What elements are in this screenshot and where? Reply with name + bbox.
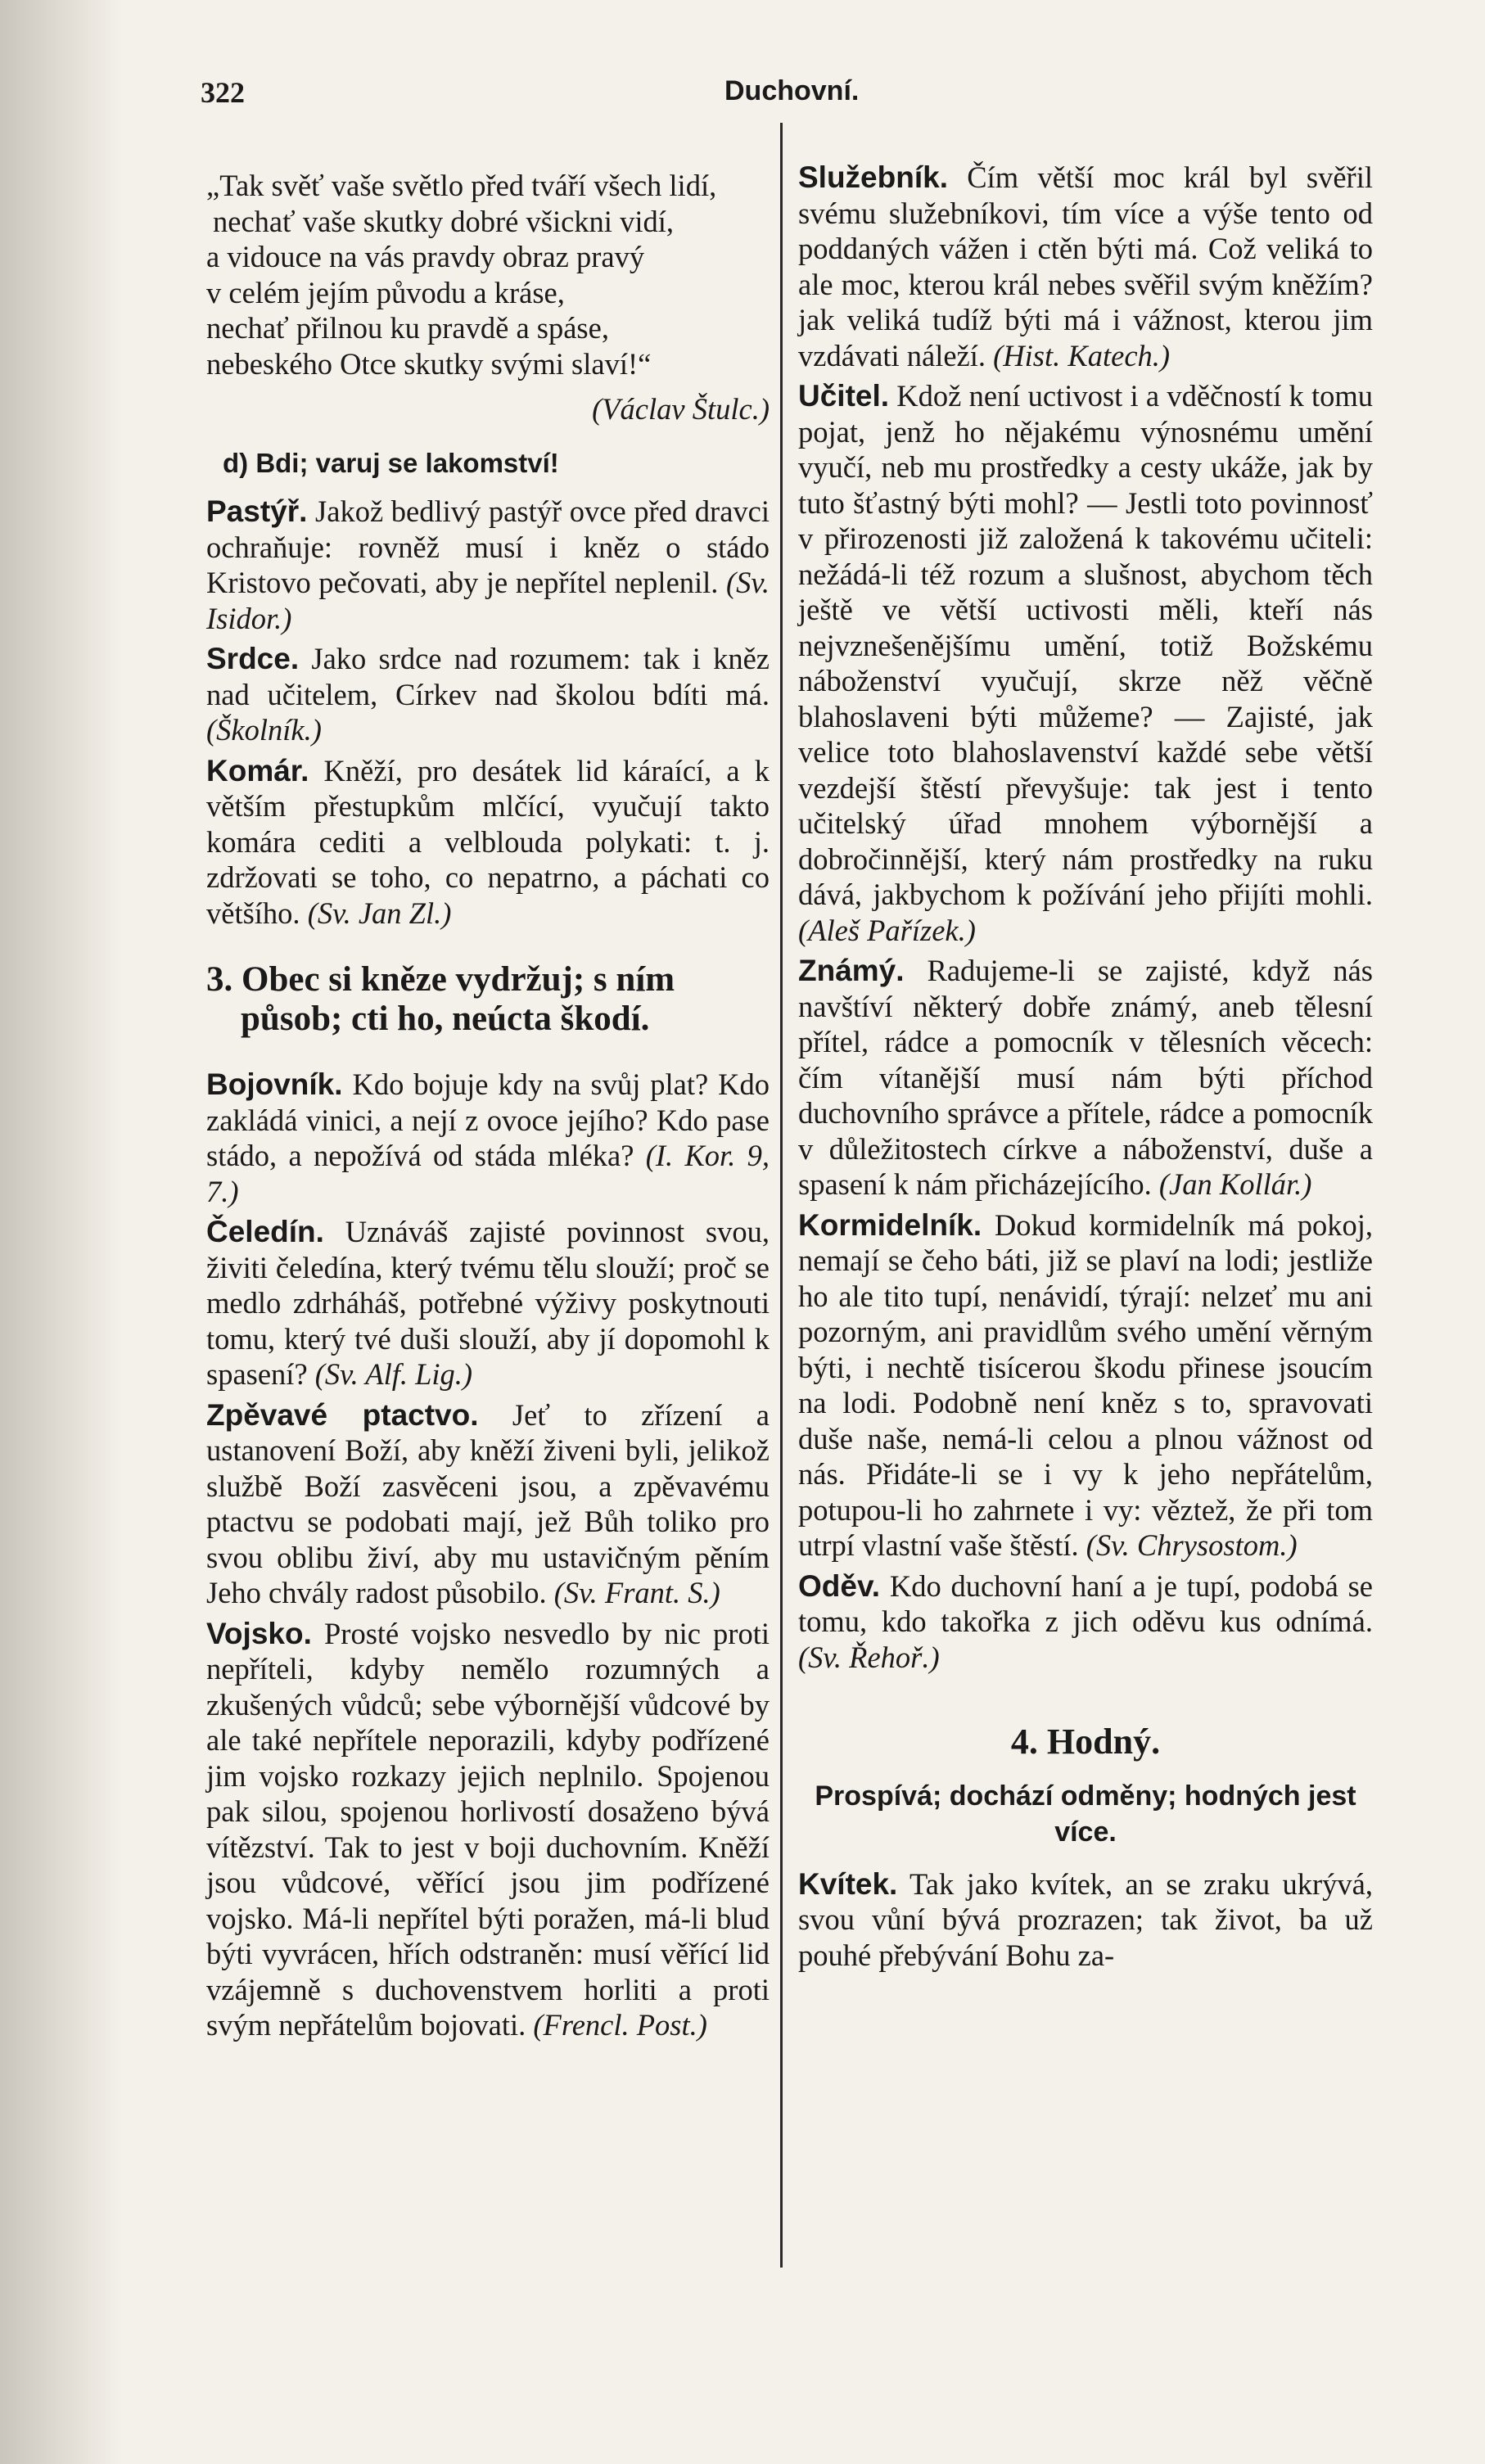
entry-source: (Sv. Frant. S.)	[553, 1576, 720, 1609]
entry	[798, 1866, 1373, 1974]
poem-line: nebeského Otce skutky svými slaví!“	[206, 346, 652, 381]
entry	[798, 1568, 1373, 1676]
running-head: Duchovní.	[724, 75, 860, 106]
subsection-heading-d: d) Bdi; varuj se lakomství!	[223, 447, 559, 478]
entry-text: Kdo duchovní haní a je tupí, podobá se tomu, kdo takořka z jich oděvu kus odnímá.	[798, 1568, 1373, 1638]
entry-source: (Frencl. Post.)	[533, 2008, 707, 2042]
entry-source: (Sv. Isidor.)	[206, 566, 770, 635]
poem-author: (Václav Štulc.)	[592, 392, 770, 426]
section-heading-line: 3. Obec si kněze vydržuj; s ním	[206, 960, 675, 999]
entry-list-3	[798, 160, 1373, 1675]
left-column	[206, 160, 770, 2048]
column-divider	[780, 123, 783, 2268]
entry-keyword: Čeledín.	[206, 1215, 324, 1248]
section-heading-3	[206, 960, 770, 1039]
entry-source: (Sv. Jan Zl.)	[307, 896, 452, 930]
entry-text: Uznáváš zajisté povinnost svou, živiti čeledína, který tvému tělu slouží; proč se medlo zdrháháš, potřebné výživy poskytnouti tomu, který tvé duši slouží, aby jí dopomohl k spasení?	[206, 1215, 770, 1391]
poem-line: nechať přilnou ku pravdě a spáse,	[206, 311, 609, 345]
poem-line: nechať vaše skutky dobré všickni vidí,	[213, 204, 674, 238]
entry	[206, 1616, 770, 2043]
page-number: 322	[201, 76, 245, 109]
entry	[798, 378, 1373, 948]
entry-list-1	[206, 494, 770, 931]
poem-line: a vidouce na vás pravdy obraz pravý	[206, 240, 645, 273]
entry	[206, 494, 770, 636]
entry-text: Jako srdce nad rozumem: tak i kněz nad učitelem, Církev nad školou bdíti má.	[206, 642, 770, 711]
entry-list-4	[798, 1866, 1373, 1974]
entry-keyword: Kormidelník.	[798, 1207, 982, 1242]
entry-source: (Jan Kollár.)	[1158, 1167, 1312, 1201]
entry-source: (Sv. Alf. Lig.)	[314, 1357, 473, 1391]
entry-source: (Sv. Chrysostom.)	[1086, 1528, 1298, 1562]
entry	[206, 753, 770, 932]
entry-source: (Aleš Pařízek.)	[798, 913, 976, 947]
entry	[206, 1397, 770, 1611]
entry-keyword: Bojovník.	[206, 1067, 343, 1101]
entry-list-2	[206, 1067, 770, 2043]
page-header	[201, 75, 1347, 116]
entry-keyword: Kvítek.	[798, 1866, 898, 1901]
entry-keyword: Vojsko.	[206, 1616, 312, 1650]
right-column	[798, 160, 1373, 1978]
entry-source: (I. Kor. 9, 7.)	[206, 1139, 770, 1208]
entry-keyword: Srdce.	[206, 642, 300, 675]
entry	[798, 160, 1373, 373]
entry-text: Čím větší moc král byl svěřil svému služebníkovi, tím více a výše tento od poddaných vážen i ctěn býti má. Což veliká to ale moc, kterou král nebes svěřil svým kněžím? jak veliká tudíž býti má i vážnost, kterou jim vzdávati náleží.	[798, 160, 1373, 372]
entry-text: Kdo bojuje kdy na svůj plat? Kdo zakládá vinici, a nejí z ovoce jejího? Kdo pase stádo, a nepožívá od stáda mléka?	[206, 1067, 770, 1172]
poem-line: „Tak svěť vaše světlo před tváří všech lidí,	[206, 169, 717, 202]
entry	[798, 1207, 1373, 1564]
entry-source: (Hist. Katech.)	[993, 338, 1171, 372]
entry	[206, 641, 770, 748]
entry-keyword: Oděv.	[798, 1568, 881, 1603]
entry-keyword: Komár.	[206, 753, 309, 787]
entry-text: Jeť to zřízení a ustanovení Boží, aby kněží živeni byli, jelikož službě Boží zasvěceni jsou, a zpěvavému ptactvu se podobati mají, jež Bůh toliko pro svou oblibu živí, aby mu ustavičným pěním Jeho chvály radost působilo.	[206, 1397, 770, 1609]
entry-keyword: Pastýř.	[206, 494, 308, 528]
entry-text: Jakož bedlivý pastýř ovce před dravci ochraňuje: rovněž musí i kněz o stádo Kristovo pečovati, aby je nepřítel neplenil.	[206, 494, 770, 599]
entry-text: Dokud kormidelník má pokoj, nemají se čeho báti, již se plaví na lodi; jestliže ho ale tito tupí, nenávidí, týrají: nelzeť mu ani pozorným, ani pravidlům svého umění věrným býti, i nechtě tisícerou škodu přinese jsoucím na lodi. Podobně není kněz s to, spravovati duše naše, nemá-li celou a plnou vážnost od nás. Přidáte-li se i vy k jeho nepřátelům, potupou-li ho zahrnete i vy: věztež, že při tom utrpí vlastní vaše štěstí.	[798, 1207, 1373, 1562]
section-heading-4: 4. Hodný.	[1010, 1722, 1161, 1762]
section-subheading-4: Prospívá; dochází odměny; hodných jest více.	[815, 1780, 1356, 1848]
page-edge-shadow	[0, 0, 123, 2464]
poem-line: v celém jejím původu a kráse,	[206, 275, 565, 309]
poem	[206, 168, 770, 381]
entry	[798, 953, 1373, 1203]
entry-text: Radujeme-li se zajisté, když nás navštíví některý dobře známý, aneb tělesní přítel, rádce a pomocník v tělesních věcech: čím vítanější musí nám býti příchod duchovního správce a přítele, rádce a pomocník v důležitostech církve a náboženství, duše a spasení k nám přicházejícího.	[798, 954, 1373, 1201]
entry-text: Kdož není uctivost i a vděčností k tomu pojat, jenž ho nějakému výnosnému umění vyučí, neb mu prostředky a cesty ukáže, jak by tuto šťastný býti mohl? — Jestli toto povinnosť v přirozenosti již založená k takovému učiteli: nežádá-li též rozum a slušnost, abychom těch ještě ve větší uctivosti měli, kteří nás nejvznešenějšímu umění, totiž Božskému náboženství vyučují, skrze něž věčně blahoslaveni býti můžeme? — Zajisté, jak velice toto blahoslavenství každé sebe větší vezdejší štěstí převyšuje: tak jest i tento učitelský úřad mnohem výbornější a dobročinnější, který nám prostředky na ruku dává, jakbychom k požívání jeho přijíti mohli.	[798, 379, 1373, 911]
entry-keyword: Služebník.	[798, 160, 948, 194]
entry-text: Tak jako kvítek, an se zraku ukrývá, svou vůní bývá prozrazen; tak život, ba už pouhé přebývání Bohu za-	[798, 1866, 1373, 1972]
entry-keyword: Učitel.	[798, 379, 890, 413]
entry-keyword: Zpěvavé ptactvo.	[206, 1397, 479, 1432]
entry-source: (Sv. Řehoř.)	[798, 1640, 940, 1674]
entry	[206, 1067, 770, 1209]
entry	[206, 1214, 770, 1392]
entry-source: (Školník.)	[206, 713, 322, 747]
section-heading-line: působ; cti ho, neúcta škodí.	[241, 1000, 650, 1038]
entry-text: Kněží, pro desátek lid káraící, a k větším přestupkům mlčící, vyučují takto komára cediti a velblouda polykati: t. j. zdržovati se toho, co nepatrno, a páchati co většího.	[206, 753, 770, 930]
entry-keyword: Známý.	[798, 954, 905, 987]
entry-text: Prosté vojsko nesvedlo by nic proti nepříteli, kdyby nemělo rozumných a zkušených vůdců; sebe výbornější vůdcové by ale také nepřítele neporazili, kdyby podřízené jim vojsko rozkazy jejich neplnilo. Spojenou pak silou, spojenou horlivostí dosaženo bývá vítězství. Tak to jest v boji duchovním. Kněží jsou vůdcové, věřící jsou jim podřízené vojsko. Má-li nepřítel býti poražen, má-li blud býti vyvrácen, hřích odstraněn: musí věřící lid vzájemně s duchovenstvem horliti a proti svým nepřátelům bojovati.	[206, 1616, 770, 2042]
